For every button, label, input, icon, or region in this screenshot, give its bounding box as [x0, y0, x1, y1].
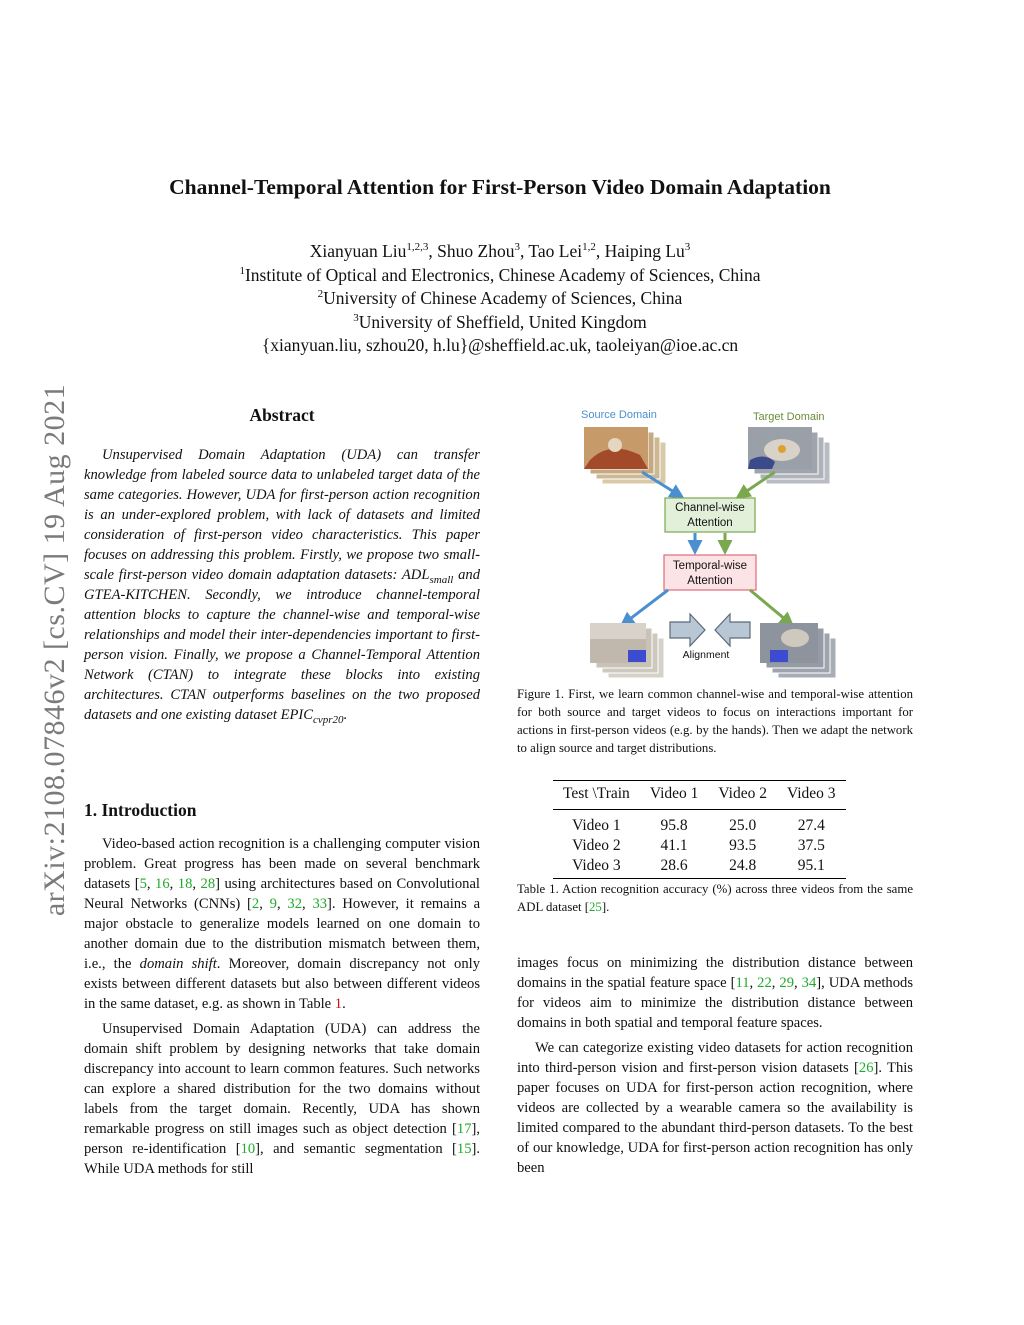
author-block	[0, 240, 1000, 358]
target-video-frames	[748, 427, 830, 484]
abstract-subscript: small	[429, 573, 454, 586]
citation-link[interactable]: 33	[312, 896, 328, 912]
citation-link[interactable]: 34	[801, 975, 817, 991]
paragraph: images focus on minimizing the distribution distance between domains in the spatial feature space [11, 22, 29, 34], UDA methods for videos aim to minimize the distribution distance between domains in both spatial and temporal feature spaces.	[517, 955, 913, 1031]
affiliation	[0, 287, 1000, 311]
figure-1-diagram	[560, 400, 860, 685]
caption-text: Table 1. Action recognition accuracy (%) across three videos from the same ADL dataset [	[517, 882, 913, 914]
author-name: Shuo Zhou	[437, 241, 515, 261]
citation-link[interactable]: 18	[177, 876, 193, 892]
citation-link[interactable]: 17	[456, 1121, 472, 1137]
caption-text: ].	[601, 900, 610, 914]
affiliation-text: University of Chinese Academy of Sciences, China	[323, 288, 683, 308]
table-header-row	[553, 781, 846, 810]
citation-link[interactable]: 5	[139, 876, 147, 892]
text-run: ]. However, it remains a major obstacle to generalize models learned on one domain to another domain due to the distribution mismatch between them, i.e., the	[84, 896, 481, 972]
table-header-cell: Video 1	[649, 785, 699, 802]
alignment-arrows	[670, 614, 750, 646]
table-cell: 95.1	[797, 857, 825, 874]
citation-link[interactable]: 16	[155, 876, 170, 892]
table-row	[553, 856, 846, 879]
channel-attention-label-2: Attention	[687, 517, 733, 529]
abstract-subscript: cvpr20	[313, 713, 344, 726]
affiliation	[0, 311, 1000, 335]
affiliation-text: University of Sheffield, United Kingdom	[358, 311, 647, 332]
paragraph	[84, 1019, 480, 1179]
alignment-label: Alignment	[682, 649, 730, 661]
text-run: ], UDA methods for videos aim to minimize the distribution distance between domains in both spatial and temporal feature spaces.	[517, 975, 913, 1031]
paragraph: Video-based action recognition is a challenging computer vision problem. Great progress has been made on several benchmark datasets [5, 16, 18, 28] using architectures based on Convolutional Neural Networks (CNNs) [2, 9, 32, 33]. However, it remains a major obstacle to generalize models learned on one domain to another domain due to the distribution mismatch between them, i.e., the domain shift. Moreover, domain discrepancy not only exists between different datasets but also between different videos in the same dataset, e.g. as shown in Table 1.	[84, 836, 481, 1012]
author-name: Tao Lei	[528, 241, 583, 261]
table-cell: 37.5	[797, 837, 825, 854]
table-cell: 95.8	[660, 817, 688, 834]
table-1-caption	[517, 880, 913, 916]
target-domain-label: Target Domain	[753, 411, 825, 423]
temporal-attention-label-2: Attention	[687, 575, 733, 587]
section-heading-introduction: 1. Introduction	[84, 800, 197, 820]
table-header-cell: Video 2	[718, 785, 767, 802]
citation-link[interactable]: 32	[287, 896, 302, 912]
text-run: Video-based action recognition is a challenging computer vision problem. Great progress has been made on several benchmark datasets [	[84, 836, 480, 892]
affiliation-sup: 2	[317, 288, 324, 301]
table-row	[553, 836, 846, 856]
table-reference-link[interactable]: 1	[334, 996, 343, 1012]
abstract-heading: Abstract	[249, 405, 315, 425]
table-header-cell: Test \Train	[563, 785, 630, 802]
table-cell: Video 2	[572, 837, 621, 854]
target-output-frames	[760, 623, 836, 678]
citation-link[interactable]: 29	[779, 975, 794, 991]
abstract-part: .	[343, 707, 348, 723]
text-run: images focus on minimizing the distribution distance between domains in the spatial feature space [	[517, 955, 913, 991]
author-emails[interactable]: {xianyuan.liu, szhou20, h.lu}@sheffield.ac.uk, taoleiyan@ioe.ac.cn	[261, 335, 739, 355]
table-cell: 25.0	[729, 817, 757, 834]
channel-attention-label-1: Channel-wise	[675, 502, 745, 514]
citation-link[interactable]: 26	[858, 1060, 874, 1076]
table-cell: 27.4	[797, 817, 825, 834]
table-cell: 28.6	[660, 857, 688, 874]
text-run: . Moreover, domain discrepancy not only exists between different datasets but also between different videos in the same dataset, e.g. as shown in Table	[84, 956, 480, 1012]
table-cell: 93.5	[729, 837, 757, 854]
text-run: ] using architectures based on Convolutional Neural Networks (CNNs) [	[84, 876, 480, 912]
paper-title: Channel-Temporal Attention for First-Person Video Domain Adaptation	[169, 175, 831, 199]
source-video-frames	[584, 427, 666, 484]
left-column-body	[84, 834, 480, 1184]
table-cell: Video 1	[572, 817, 621, 834]
text-run: .	[342, 996, 346, 1012]
text-run: ]. While UDA methods for still	[84, 1141, 480, 1177]
right-column-body	[517, 953, 913, 1183]
abstract-text	[84, 445, 480, 725]
results-table	[553, 780, 846, 879]
citation-link[interactable]: 9	[269, 896, 277, 912]
author-sup: 1,2,3	[406, 241, 429, 254]
affiliation	[0, 264, 1000, 288]
emphasis: domain shift	[139, 956, 217, 972]
author-name: Xianyuan Liu	[309, 241, 407, 261]
text-run: ]. This paper focuses on UDA for first-person action recognition, where videos are collected by a wearable camera so the availability is limited compared to the abundant third-person datasets. To the best of our knowledge, UDA for first-person action recognition has only been	[517, 1060, 913, 1176]
affiliation-sup: 1	[239, 264, 245, 277]
abstract-part: and GTEA-KITCHEN. Secondly, we introduce channel-temporal attention blocks to capture the channel-wise and temporal-wise relationships and model their inter-dependencies important to first-person vision. Finally, we propose a Channel-Temporal Attention Network (CTAN) to integrate these blocks into existing architectures. CTAN outperforms baselines on the two proposed datasets and one existing dataset EPIC	[84, 567, 480, 723]
affiliation-text: Institute of Optical and Electronics, Chinese Academy of Sciences, China	[244, 264, 761, 285]
arxiv-identifier: arXiv:2108.07846v2 [cs.CV] 19 Aug 2021	[38, 383, 71, 917]
text-run: We can categorize existing video datasets for action recognition into third-person vision and first-person vision datasets [	[517, 1040, 913, 1076]
author-sup: 1,2	[582, 241, 596, 254]
table-row	[553, 810, 846, 837]
table-cell: Video 3	[572, 857, 621, 874]
figure-1-caption: Figure 1. First, we learn common channel-wise and temporal-wise attention for both source and target videos to focus on interactions important for actions in first-person videos (e.g. by the hands). Then we adapt the network to align source and target distributions.	[517, 687, 913, 755]
citation-link[interactable]: 15	[456, 1141, 472, 1157]
abstract-part: Unsupervised Domain Adaptation (UDA) can transfer knowledge from labeled source data to unlabeled target data of the same categories. However, UDA for first-person action recognition is an under-explored problem, with lack of datasets and limited consideration of first-person video characteristics. This paper focuses on addressing this problem. Firstly, we propose two small-scale first-person video domain adaptation datasets: ADL	[84, 447, 480, 583]
temporal-attention-label-1: Temporal-wise	[672, 560, 748, 572]
citation-link[interactable]: 11	[735, 975, 750, 991]
table-cell: 24.8	[729, 857, 757, 874]
author-names: Xianyuan Liu$^{1,2,3}$, Shuo Zhou$^3$, Tao Lei$^{1,2}$, Haiping Lu$^3$	[309, 241, 691, 261]
citation-link[interactable]: 2	[251, 896, 260, 912]
table-cell: 41.1	[660, 837, 688, 854]
source-output-frames	[590, 623, 664, 678]
affiliation-sup: 3	[353, 311, 359, 324]
citation-link[interactable]: 28	[200, 876, 216, 892]
author-sup: 3	[684, 241, 691, 254]
text-run: ], person re-identification [	[84, 1121, 480, 1157]
text-run: ], and semantic segmentation [	[255, 1141, 457, 1157]
citation-link[interactable]: 22	[757, 975, 772, 991]
citation-link[interactable]: 25	[589, 900, 602, 914]
source-domain-label: Source Domain	[581, 409, 657, 421]
text-run: Unsupervised Domain Adaptation (UDA) can address the domain shift problem by designing networks that take domain discrepancy into account to learn common features. Such networks can explore a shared distribution for the two domains without labels from the target domain. Recently, UDA has shown remarkable progress on still images such as object detection [	[84, 1021, 480, 1137]
table-header-cell: Video 3	[786, 785, 836, 802]
author-sup: 3	[514, 241, 520, 254]
paragraph	[517, 1038, 913, 1178]
citation-link[interactable]: 10	[240, 1141, 256, 1157]
author-name: Haiping Lu	[604, 241, 685, 261]
